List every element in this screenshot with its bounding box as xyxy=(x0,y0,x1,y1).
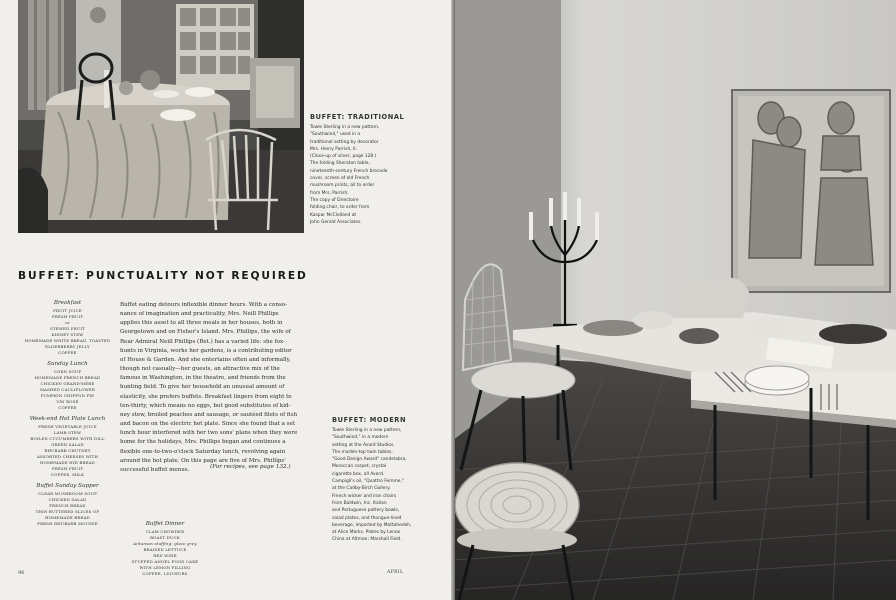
menu-title: Breakfast xyxy=(53,300,82,306)
caption-line: China at Altman; Marshall Field. xyxy=(332,537,402,543)
modern-caption xyxy=(332,416,450,544)
recipes-note: (For recipes, see page 132.) xyxy=(210,464,291,470)
menu-item: STUFFED ANGEL FOOD CAKE xyxy=(131,559,199,564)
menu-item: BOILED CUCUMBERS WITH DILL xyxy=(30,436,105,441)
caption-line: Campigli's oil, "Quattro Femme," xyxy=(332,479,404,485)
menu-item: or xyxy=(65,320,70,325)
caption-line: at the Cadby-Birch Gallery. xyxy=(332,486,391,492)
menu-item: FRESH FRUIT xyxy=(51,314,83,319)
menu-item: RHUBARB CHUTNEY xyxy=(44,448,91,453)
menu-sunday-lunch xyxy=(20,361,115,411)
article-body xyxy=(120,301,298,475)
caption-line: nineteenth-century French brocade xyxy=(310,168,388,174)
menu-item: WITH LEMON FILLING xyxy=(139,565,191,570)
menu-item: COFFEE xyxy=(58,350,77,355)
body-line: home for the holidays, Mrs. Phillips began and continues a xyxy=(120,439,286,446)
menu-item: CLEAR MUSHROOM SOUP xyxy=(38,491,97,496)
body-line: lunch hour interfered with her two sons' plans when they were xyxy=(120,430,298,437)
menu-title: Buffet Sunday Supper xyxy=(36,483,99,489)
body-line: around the hot plate. On this page are five of Mrs. Phillips' xyxy=(120,457,286,464)
menu-item: RED WINE xyxy=(153,553,177,558)
caption-line: and Portuguese pottery bowls, xyxy=(332,508,400,514)
caption-line: cigarette box, all Avard. xyxy=(332,471,385,477)
menu-item: FRUIT JUICE xyxy=(53,308,82,313)
caption-line: Mrs. Henry Parrish, II. xyxy=(310,146,357,152)
body-line: elasticity, she prefers buffets. Breakfast lingers from eight to xyxy=(120,393,292,400)
right-page xyxy=(453,0,896,600)
caption-line: Moroccan carpet, crystal xyxy=(332,464,387,470)
body-line: famous in Washington, in the theatre, and friends from the xyxy=(120,375,286,382)
caption-line: from Baldwin, Inc. Italian xyxy=(332,500,387,506)
modern-buffet-photo xyxy=(453,0,896,600)
caption-line: John Gerald Associates. xyxy=(310,219,362,225)
caption-line: beverage, imported by Mottahedeh, xyxy=(332,522,412,528)
menu-item: Arkansas stuffing: glaze grey xyxy=(133,541,197,546)
caption-line: The folding Sheraton table, xyxy=(310,161,370,167)
caption-line: from Mrs. Parrish. xyxy=(310,190,349,196)
body-line: applies this asset to all three meals in her houses, both in xyxy=(120,320,283,327)
menu-item: FRENCH BREAD xyxy=(49,503,86,508)
menu-item: PUMPKIN CHIFFON PIE xyxy=(40,393,95,398)
page-number: 96 xyxy=(18,570,25,576)
menu-item: HOMEMADE BREAD xyxy=(45,515,90,520)
modern-caption-title: BUFFET: MODERN xyxy=(332,416,407,424)
body-line: though not casually—her guests, an attractive mix of the xyxy=(120,366,280,373)
menu-item: CORN SOUP xyxy=(53,369,82,374)
caption-line: "Southwind," used in a xyxy=(310,132,361,138)
menu-item: COFFEE xyxy=(58,405,77,410)
caption-line: Kaspar McClelland at xyxy=(310,212,357,218)
caption-line: Towle Sterling in a new pattern, xyxy=(310,125,380,130)
menu-title: Sunday Lunch xyxy=(47,361,88,367)
body-line: and bacon on the electric hot plate. Since she found that a set xyxy=(120,421,296,428)
traditional-buffet-photo xyxy=(18,0,304,233)
menu-item: STEWED FRUIT xyxy=(50,326,85,331)
caption-line: salad plates, and thongue-lined xyxy=(332,515,402,521)
menu-item: GREEN SALAD xyxy=(51,442,84,447)
traditional-caption-title: BUFFET: TRADITIONAL xyxy=(310,113,405,121)
menu-item: KIDNEY STEW xyxy=(51,332,84,337)
caption-line: mushroom prints, all to order xyxy=(310,183,375,189)
caption-line: "Good Design Award" candelabra, xyxy=(332,457,407,463)
body-line: successful buffet menus. xyxy=(120,466,190,473)
menu-item: CHICKEN SALAD xyxy=(48,497,87,502)
menu-item: ELDERBERRY JELLY xyxy=(45,344,90,349)
caption-line: traditional setting by decorator xyxy=(310,139,379,145)
body-line: Buffet eating detours inflexible dinner hours. With a conso- xyxy=(120,302,287,308)
body-line: hunting field. To give her household an unusual amount of xyxy=(120,384,285,391)
menu-item: FRESH VEGETABLE JUICE xyxy=(38,424,97,429)
traditional-buffet-illustration xyxy=(18,0,304,233)
menu-item: LAMB STEW xyxy=(53,430,82,435)
body-line: Georgetown and on Fisher's Island. Mrs. Phillips, the wife of xyxy=(120,329,291,336)
body-line: Rear Admiral Neill Phillips (Ret.) has a varied life: she fox- xyxy=(120,338,285,345)
menu-item: FRESH FRUIT xyxy=(51,466,83,471)
caption-line: The copy of Directoire xyxy=(310,197,359,203)
menu-item: HOMEMADE FRENCH BREAD xyxy=(34,375,101,380)
menu-buffet-dinner xyxy=(120,521,210,577)
caption-line: at Alice Marks. Plates by Lenox xyxy=(332,530,401,536)
menu-item: HOMEMADE RYE BREAD xyxy=(39,460,95,465)
caption-line: French wicker and iron chairs xyxy=(332,493,397,499)
menu-item: COFFEE, LIQUEURS xyxy=(142,571,188,576)
body-line: ney stew, broiled peaches and sausage, or sautéed filets of fish xyxy=(120,411,298,418)
body-line: ten-thirty, which means no eggs, but good substitutes of kid- xyxy=(120,402,291,409)
menu-hot-plate-lunch xyxy=(20,416,115,478)
caption-line: "Southwind," in a modern xyxy=(332,435,389,441)
caption-line: Towle Sterling in a new pattern, xyxy=(332,428,402,433)
menu-item: ROAST DUCK xyxy=(150,535,180,540)
menu-title: Buffet Dinner xyxy=(145,521,185,527)
article-headline: BUFFET: PUNCTUALITY NOT REQUIRED xyxy=(18,270,308,282)
menu-item: MASHED CAULIFLOWER xyxy=(39,387,96,392)
page-gutter xyxy=(451,0,455,600)
menu-item: VIN ROSÉ xyxy=(56,399,79,404)
menu-item: THIN BUTTERED SLICES OF xyxy=(35,509,100,514)
body-line: hunts in Virginia, works her gardens, is a contributing editor xyxy=(120,347,292,354)
menu-item: CLAM CHOWDER xyxy=(145,529,185,534)
menu-item: ASSORTED CHEESES WITH xyxy=(36,454,99,459)
menu-column xyxy=(20,300,115,532)
caption-line: The marble-top twin tables, xyxy=(332,449,393,455)
traditional-caption xyxy=(310,113,445,226)
menu-item: FRESH RHUBARB MOUSSE xyxy=(37,521,98,526)
menu-breakfast xyxy=(20,300,115,356)
menu-item: COFFEE, MILK xyxy=(50,472,85,477)
caption-line: folding chair, to order from xyxy=(310,205,370,211)
caption-line: setting at the Avard Studios. xyxy=(332,442,395,448)
body-line: of House & Garden. And she entertains often and informally, xyxy=(120,356,291,363)
body-line: flexible one-to-two-o'clock Saturday lunch, revolving again xyxy=(120,448,286,455)
menu-item: CHICKEN GRAND'MÈRE xyxy=(40,381,95,386)
body-line: nance of imagination and practicality, Mrs. Neill Phillips xyxy=(120,311,279,318)
folio-section: APRIL xyxy=(387,570,404,575)
menu-item: HOMEMADE WHITE BREAD, TOASTED xyxy=(24,338,111,343)
caption-line: (Close-up of silver, page 128.) xyxy=(310,154,377,160)
menu-title: Week-end Hot Plate Lunch xyxy=(29,416,106,422)
caption-line: cover, screen of old French xyxy=(310,176,370,182)
menu-sunday-supper xyxy=(20,483,115,527)
menu-item: BRAISED LETTUCE xyxy=(143,547,187,552)
